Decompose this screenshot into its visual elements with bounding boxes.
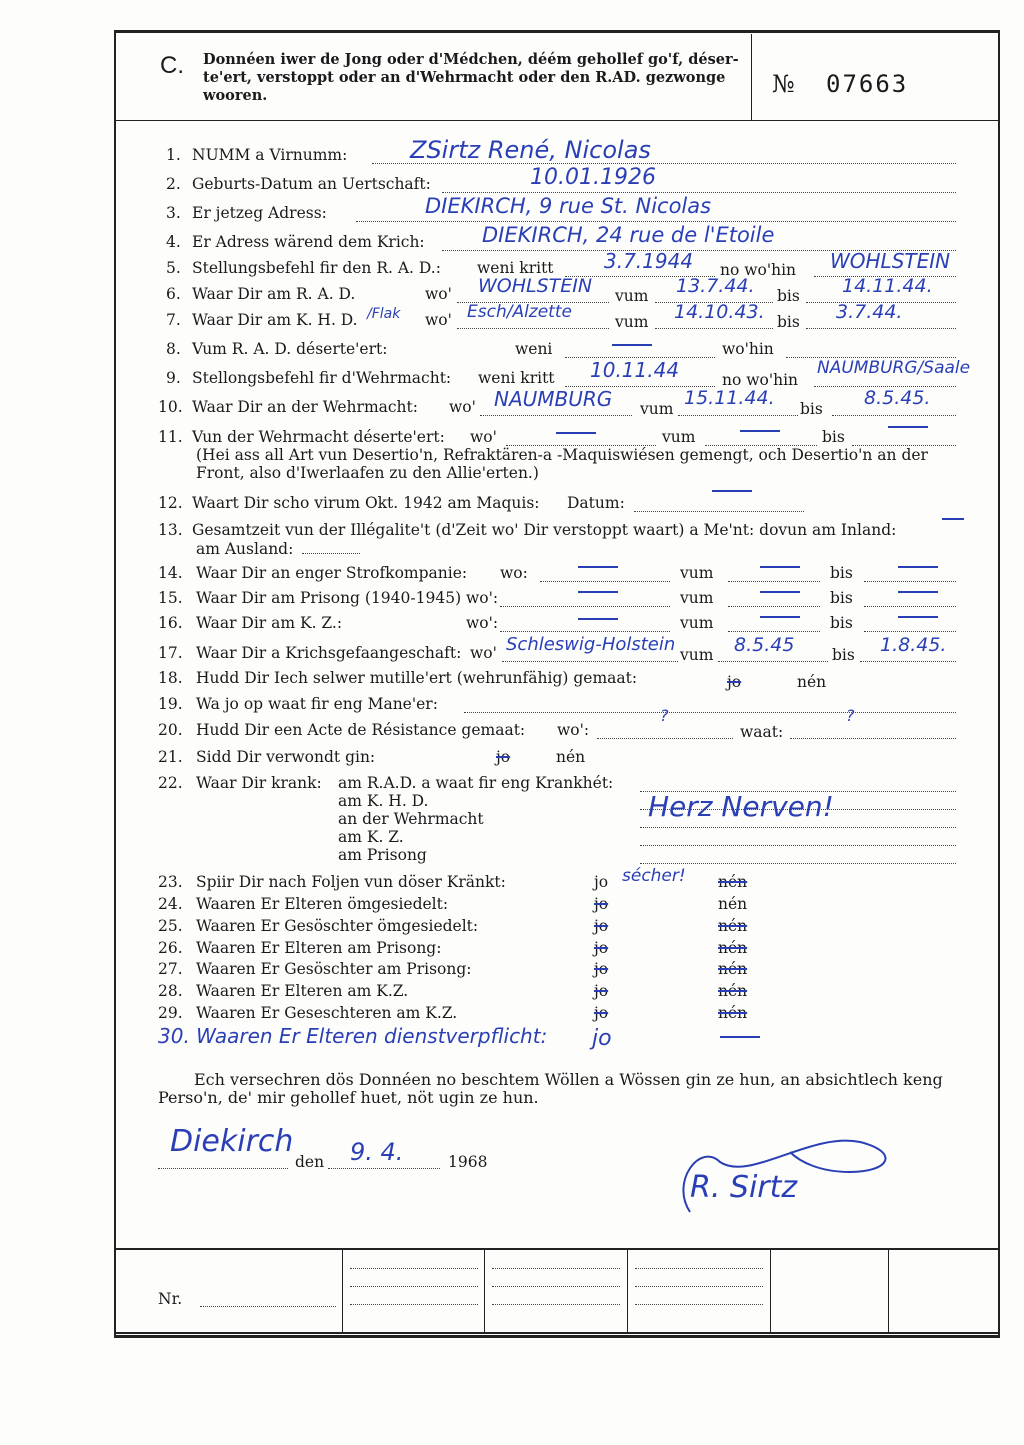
row-11-note1: (Hei ass all Art vun Desertio'n, Refraktären-a -Maquiswiésen gemengt, och Desertio'n an der bbox=[196, 446, 928, 464]
row-20-num: 20. bbox=[158, 721, 183, 739]
date-day: 9. 4. bbox=[350, 1138, 404, 1166]
row-18-label: Hudd Dir Iech selwer mutille'ert (wehrunfähig) gemaat: bbox=[196, 669, 638, 687]
row-29-num: 29. bbox=[158, 1004, 183, 1022]
row-14-k2: vum bbox=[680, 564, 714, 582]
row-17-line3 bbox=[860, 661, 956, 662]
row-23-yes: jo bbox=[594, 873, 609, 891]
row-10-v3: 8.5.45. bbox=[864, 387, 931, 409]
row-8-k2: wo'hin bbox=[722, 340, 774, 358]
row-10-v2: 15.11.44. bbox=[684, 387, 775, 409]
row-12-dash bbox=[712, 490, 752, 492]
row-17-k2: vum bbox=[680, 646, 714, 664]
row-17-v3: 1.8.45. bbox=[880, 634, 947, 656]
row-7-v2: 14.10.43. bbox=[674, 301, 765, 323]
row-20-k1: wo': bbox=[557, 721, 590, 739]
row-10-k2: vum bbox=[640, 400, 674, 418]
place-handwritten: Diekirch bbox=[170, 1124, 294, 1159]
header-title-1: Donnéen iwer de Jong oder d'Médchen, déém gehollef go'f, déser- bbox=[203, 51, 739, 68]
row-10-label: Waar Dir an der Wehrmacht: bbox=[192, 398, 418, 416]
row-25-yes: jo bbox=[594, 917, 609, 935]
row-27-yes: jo bbox=[594, 960, 609, 978]
header-divider bbox=[751, 34, 752, 120]
row-23-label: Spiir Dir nach Foljen vun döser Kränkt: bbox=[196, 873, 506, 891]
row-11-k3: bis bbox=[822, 428, 845, 446]
row-3-line bbox=[356, 221, 956, 222]
row-25-no: nén bbox=[718, 917, 748, 935]
row-16-k3: bis bbox=[830, 614, 853, 632]
row-17-k1: wo' bbox=[470, 644, 497, 662]
row-28-no: nén bbox=[718, 982, 748, 1000]
row-2-num: 2. bbox=[166, 175, 181, 193]
row-19-num: 19. bbox=[158, 695, 183, 713]
row-5-v2: WOHLSTEIN bbox=[830, 249, 951, 273]
row-18-num: 18. bbox=[158, 669, 183, 687]
row-29-label: Waaren Er Geseschteren am K.Z. bbox=[196, 1004, 458, 1022]
row-16-num: 16. bbox=[158, 614, 183, 632]
table-col-5 bbox=[888, 1250, 889, 1332]
row-26-num: 26. bbox=[158, 939, 183, 957]
row-18-no: nén bbox=[797, 673, 827, 691]
row-9-v1: 10.11.44 bbox=[590, 358, 680, 382]
row-26-label: Waaren Er Elteren am Prisong: bbox=[196, 939, 442, 957]
signature: R. Sirtz bbox=[690, 1170, 798, 1205]
table-col-3 bbox=[627, 1250, 628, 1332]
row-9-k2: no wo'hin bbox=[722, 371, 799, 389]
place-line bbox=[158, 1168, 288, 1169]
row-1-value: ZSirtz René, Nicolas bbox=[410, 136, 651, 164]
row-8-num: 8. bbox=[166, 340, 181, 358]
signature-flourish bbox=[660, 1122, 920, 1222]
row-5-v1: 3.7.1944 bbox=[604, 249, 694, 273]
row-11-dash3 bbox=[888, 426, 928, 428]
row-9-label: Stellongsbefehl fir d'Wehrmacht: bbox=[192, 369, 452, 387]
row-16-line1 bbox=[500, 631, 670, 632]
row-13-dash bbox=[942, 518, 964, 520]
row-14-k3: bis bbox=[830, 564, 853, 582]
row-20-v2: ? bbox=[846, 706, 855, 725]
row-13-num: 13. bbox=[158, 521, 183, 539]
declaration-line1: Ech versechren dös Donnéen no beschtem Wöllen a Wössen gin ze hun, an absichtlech keng bbox=[194, 1070, 943, 1089]
declaration-line2: Perso'n, de' mir gehollef huet, nöt ugin ze hun. bbox=[158, 1088, 539, 1107]
row-17-v2: 8.5.45 bbox=[734, 634, 795, 656]
row-3-num: 3. bbox=[166, 204, 181, 222]
row-7-v1: Esch/Alzette bbox=[467, 302, 572, 322]
row-15-line2 bbox=[728, 606, 820, 607]
row-6-v2: 13.7.44. bbox=[676, 275, 755, 297]
row-21-no: nén bbox=[556, 748, 586, 766]
row-27-num: 27. bbox=[158, 960, 183, 978]
row-11-k2: vum bbox=[662, 428, 696, 446]
row-15-k3: bis bbox=[830, 589, 853, 607]
row-9-num: 9. bbox=[166, 369, 181, 387]
row-4-num: 4. bbox=[166, 233, 181, 251]
row-22-label: Waar Dir krank: bbox=[196, 774, 322, 792]
row-14-label: Waar Dir an enger Strofkompanie: bbox=[196, 564, 468, 582]
row-22-sub4: am K. Z. bbox=[338, 828, 404, 846]
row-13-line bbox=[302, 553, 360, 554]
row-15-line1 bbox=[500, 606, 670, 607]
row-10-k1: wo' bbox=[449, 398, 476, 416]
table-col-4 bbox=[770, 1250, 771, 1332]
row-6-v3: 14.11.44. bbox=[842, 275, 933, 297]
row-6-label: Waar Dir am R. A. D. bbox=[192, 285, 356, 303]
row-24-label: Waaren Er Elteren ömgesiedelt: bbox=[196, 895, 449, 913]
row-22-sub1: am R.A.D. a waat fir eng Krankhét: bbox=[338, 774, 614, 792]
den-label: den bbox=[295, 1153, 325, 1171]
row-7-line3 bbox=[806, 328, 956, 329]
row-20-k2: waat: bbox=[740, 723, 784, 741]
row-30-value: jo bbox=[592, 1026, 612, 1051]
row-22-line5 bbox=[640, 863, 956, 864]
row-24-yes: jo bbox=[594, 895, 609, 913]
row-9-k1: weni kritt bbox=[478, 369, 555, 387]
row-17-num: 17. bbox=[158, 644, 183, 662]
row-7-num: 7. bbox=[166, 311, 181, 329]
header-title-2: te'ert, verstoppt oder an d'Wehrmacht oder den R.AD. gezwonge bbox=[203, 69, 726, 86]
row-5-label: Stellungsbefehl fir den R. A. D.: bbox=[192, 259, 441, 277]
year-label: 1968 bbox=[448, 1153, 488, 1171]
section-letter: C. bbox=[160, 52, 184, 79]
date-line bbox=[328, 1168, 440, 1169]
row-1-label: NUMM a Virnumm: bbox=[192, 146, 348, 164]
row-8-label: Vum R. A. D. déserte'ert: bbox=[192, 340, 388, 358]
row-29-no: nén bbox=[718, 1004, 748, 1022]
table-col-1 bbox=[342, 1250, 343, 1332]
row-21-num: 21. bbox=[158, 748, 183, 766]
row-28-num: 28. bbox=[158, 982, 183, 1000]
row-22-num: 22. bbox=[158, 774, 183, 792]
form-number: 07663 bbox=[826, 70, 909, 98]
row-9-v2: NAUMBURG/Saale bbox=[817, 358, 971, 378]
row-7-line2 bbox=[655, 328, 773, 329]
row-17-line1 bbox=[502, 661, 678, 662]
row-12-num: 12. bbox=[158, 494, 183, 512]
row-22-sub5: am Prisong bbox=[338, 846, 427, 864]
row-6-k1: wo' bbox=[425, 285, 452, 303]
row-7-k2: vum bbox=[615, 313, 649, 331]
row-8-dash1 bbox=[612, 344, 652, 346]
row-17-line2 bbox=[718, 661, 828, 662]
row-3-value: DIEKIRCH, 9 rue St. Nicolas bbox=[425, 194, 712, 218]
row-19-line bbox=[464, 712, 956, 713]
row-7-k3: bis bbox=[777, 313, 800, 331]
header-title-3: wooren. bbox=[203, 87, 268, 104]
row-12-k1: Datum: bbox=[567, 494, 625, 512]
row-14-line2 bbox=[728, 581, 820, 582]
row-11-num: 11. bbox=[158, 428, 183, 446]
bottom-rule-bottom bbox=[116, 1332, 998, 1334]
row-10-num: 10. bbox=[158, 398, 183, 416]
row-16-dash2 bbox=[760, 616, 800, 618]
row-4-label: Er Adress wärend dem Krich: bbox=[192, 233, 425, 251]
cell-line-c1 bbox=[635, 1268, 763, 1269]
row-22-line4 bbox=[640, 845, 956, 846]
row-6-v1: WOHLSTEIN bbox=[478, 275, 593, 297]
row-15-num: 15. bbox=[158, 589, 183, 607]
row-11-dash2 bbox=[740, 430, 780, 432]
row-23-no: nén bbox=[718, 873, 748, 891]
row-14-line1 bbox=[540, 581, 670, 582]
row-3-label: Er jetzeg Adress: bbox=[192, 204, 327, 222]
row-15-dash3 bbox=[898, 591, 938, 593]
row-10-line3 bbox=[832, 415, 956, 416]
row-15-k1: wo': bbox=[466, 589, 499, 607]
row-15-line3 bbox=[864, 606, 956, 607]
row-14-k1: wo: bbox=[500, 564, 528, 582]
row-7-label-hw: /Flak bbox=[367, 306, 401, 322]
row-30-dash bbox=[720, 1036, 760, 1038]
row-16-dash3 bbox=[898, 616, 938, 618]
row-20-line1 bbox=[597, 738, 733, 739]
row-22-value: Herz Nerven! bbox=[648, 790, 834, 823]
row-16-line2 bbox=[728, 631, 820, 632]
row-16-k2: vum bbox=[680, 614, 714, 632]
row-14-num: 14. bbox=[158, 564, 183, 582]
row-12-line bbox=[634, 511, 804, 512]
cell-line-b2 bbox=[492, 1286, 620, 1287]
cell-line-a1 bbox=[350, 1268, 478, 1269]
row-14-dash1 bbox=[578, 566, 618, 568]
row-12-label: Waart Dir scho virum Okt. 1942 am Maquis: bbox=[192, 494, 540, 512]
header-rule bbox=[116, 120, 998, 121]
row-1-num: 1. bbox=[166, 146, 181, 164]
cell-line-c2 bbox=[635, 1286, 763, 1287]
row-8-k1: weni bbox=[515, 340, 553, 358]
cell-line-a2 bbox=[350, 1286, 478, 1287]
row-5-k2: no wo'hin bbox=[720, 261, 797, 279]
row-16-k1: wo': bbox=[466, 614, 499, 632]
row-30-label: 30. Waaren Er Elteren dienstverpflicht: bbox=[158, 1024, 548, 1048]
nr-label: Nr. bbox=[158, 1290, 183, 1308]
row-13-label2: am Ausland: bbox=[196, 540, 294, 558]
row-7-label: Waar Dir am K. H. D. bbox=[192, 311, 358, 329]
row-6-k3: bis bbox=[777, 287, 800, 305]
row-10-line2 bbox=[678, 415, 798, 416]
row-11-note2: Front, also d'Iwerlaafen zu den Allie'erten.) bbox=[196, 464, 539, 482]
bottom-rule-top bbox=[116, 1248, 998, 1250]
row-10-line1 bbox=[480, 415, 632, 416]
row-10-v1: NAUMBURG bbox=[494, 387, 613, 411]
row-15-dash1 bbox=[578, 591, 618, 593]
row-15-dash2 bbox=[760, 591, 800, 593]
row-2-label: Geburts-Datum an Uertschaft: bbox=[192, 175, 431, 193]
row-14-line3 bbox=[864, 581, 956, 582]
row-28-label: Waaren Er Elteren am K.Z. bbox=[196, 982, 409, 1000]
row-18-yes: jo bbox=[727, 673, 742, 691]
row-13-label: Gesamtzeit vun der Illégalite't (d'Zeit wo' Dir verstoppt waart) a Me'nt: dovun am Inland: bbox=[192, 521, 897, 539]
row-7-k1: wo' bbox=[425, 311, 452, 329]
row-20-v1: ? bbox=[660, 706, 669, 725]
row-2-line bbox=[442, 192, 956, 193]
row-5-num: 5. bbox=[166, 259, 181, 277]
cell-line-c3 bbox=[635, 1304, 763, 1305]
row-21-label: Sidd Dir verwondt gin: bbox=[196, 748, 376, 766]
cell-line-b3 bbox=[492, 1304, 620, 1305]
row-22-sub3: an der Wehrmacht bbox=[338, 810, 484, 828]
row-20-label: Hudd Dir een Acte de Résistance gemaat: bbox=[196, 721, 526, 739]
row-15-k2: vum bbox=[680, 589, 714, 607]
row-5-k1: weni kritt bbox=[477, 259, 554, 277]
row-26-no: nén bbox=[718, 939, 748, 957]
row-16-label: Waar Dir am K. Z.: bbox=[196, 614, 343, 632]
row-10-k3: bis bbox=[800, 400, 823, 418]
row-25-num: 25. bbox=[158, 917, 183, 935]
row-17-k3: bis bbox=[832, 646, 855, 664]
row-14-dash2 bbox=[760, 566, 800, 568]
row-17-v1: Schleswig-Holstein bbox=[506, 634, 676, 655]
row-22-line3 bbox=[640, 827, 956, 828]
row-17-label: Waar Dir a Krichsgefaangeschaft: bbox=[196, 644, 462, 662]
row-21-yes: jo bbox=[496, 748, 511, 766]
row-24-num: 24. bbox=[158, 895, 183, 913]
row-15-label: Waar Dir am Prisong (1940-1945) bbox=[196, 589, 462, 607]
row-26-yes: jo bbox=[594, 939, 609, 957]
row-23-num: 23. bbox=[158, 873, 183, 891]
row-6-k2: vum bbox=[615, 287, 649, 305]
row-16-line3 bbox=[864, 631, 956, 632]
row-20-line2 bbox=[790, 738, 956, 739]
row-27-no: nén bbox=[718, 960, 748, 978]
row-28-yes: jo bbox=[594, 982, 609, 1000]
row-25-label: Waaren Er Gesöschter ömgesiedelt: bbox=[196, 917, 479, 935]
table-col-2 bbox=[484, 1250, 485, 1332]
row-11-label: Vun der Wehrmacht déserte'ert: bbox=[192, 428, 445, 446]
number-symbol: № bbox=[772, 70, 797, 98]
row-14-dash3 bbox=[898, 566, 938, 568]
row-23-yes-note: sécher! bbox=[622, 866, 686, 886]
row-11-k1: wo' bbox=[470, 428, 497, 446]
row-6-num: 6. bbox=[166, 285, 181, 303]
row-4-value: DIEKIRCH, 24 rue de l'Etoile bbox=[482, 223, 775, 247]
row-7-v3: 3.7.44. bbox=[836, 301, 903, 323]
row-29-yes: jo bbox=[594, 1004, 609, 1022]
cell-line-b1 bbox=[492, 1268, 620, 1269]
row-22-sub2: am K. H. D. bbox=[338, 792, 429, 810]
row-19-label: Wa jo op waat fir eng Mane'er: bbox=[196, 695, 438, 713]
row-24-no: nén bbox=[718, 895, 748, 913]
cell-line-a3 bbox=[350, 1304, 478, 1305]
nr-line bbox=[200, 1306, 336, 1307]
row-16-dash1 bbox=[578, 618, 618, 620]
row-2-value: 10.01.1926 bbox=[530, 165, 656, 190]
row-27-label: Waaren Er Gesöschter am Prisong: bbox=[196, 960, 472, 978]
row-7-line1 bbox=[457, 328, 609, 329]
row-11-dash1 bbox=[556, 432, 596, 434]
